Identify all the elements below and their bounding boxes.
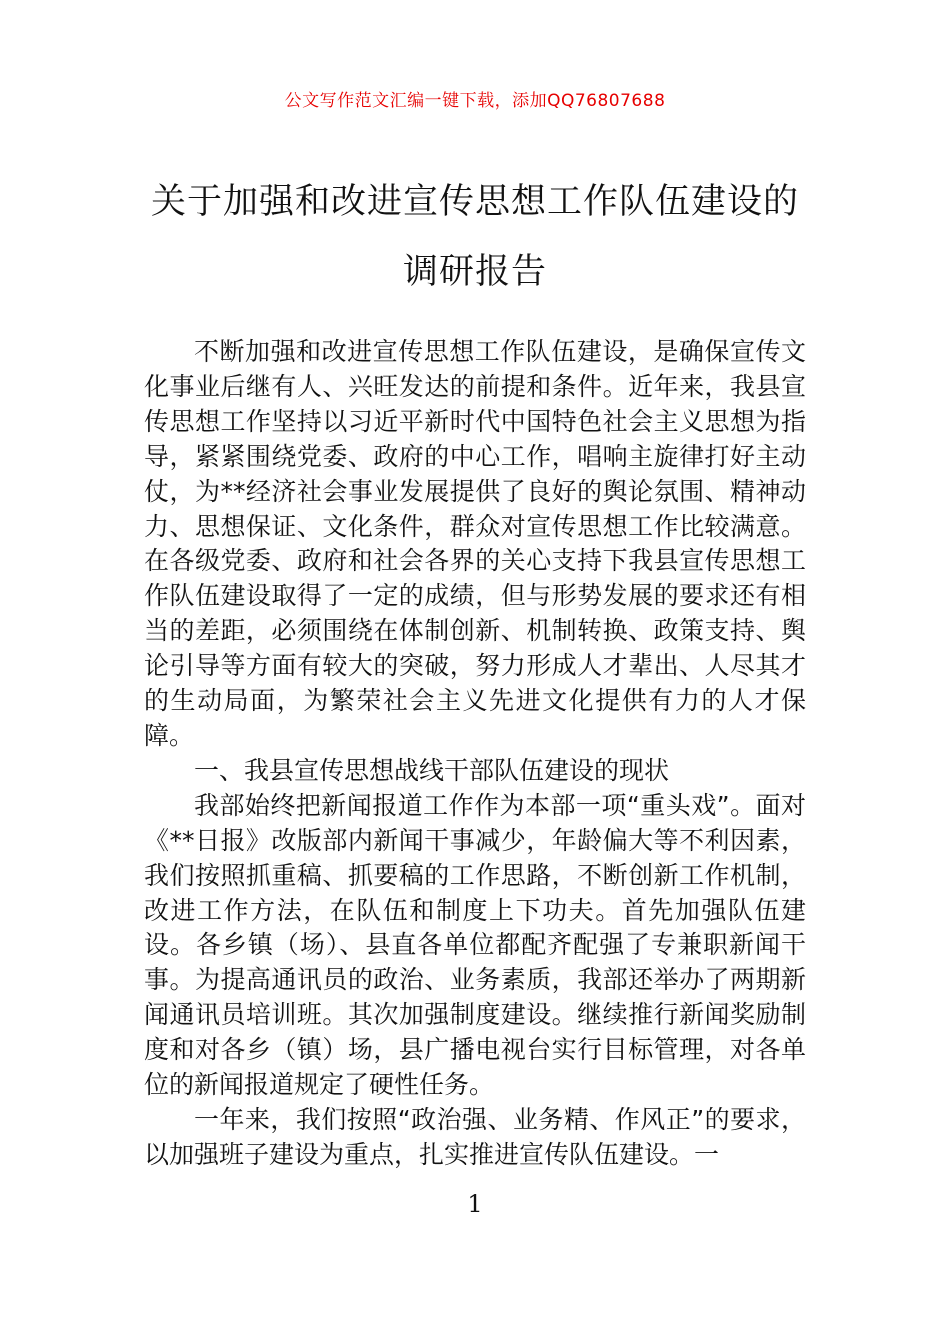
download-notice: 公文写作范文汇编一键下载，添加QQ76807688 <box>284 91 666 111</box>
document-title-line-2: 调研报告 <box>402 252 547 292</box>
paragraph-team-building: 一年来，我们按照“政治强、业务精、作风正”的要求，以加强班子建设为重点，扎实推进宣传队伍建设。一 <box>144 1104 806 1169</box>
document-title-line-1: 关于加强和改进宣传思想工作队伍建设的 <box>150 182 799 222</box>
paragraph-intro: 不断加强和改进宣传思想工作队伍建设，是确保宣传文化事业后继有人、兴旺发达的前提和条件。近年来，我县宣传思想工作坚持以习近平新时代中国特色社会主义思想为指导，紧紧围绕党委、政府的中心工作，唱响主旋律打好主动仗，为**经济社会事业发展提供了良好的舆论氛围、精神动力、思想保证、文化条件，群众对宣传思想工作比较满意。在各级党委、政府和社会各界的关心支持下我县宣传思想工作队伍建设取得了一定的成绩，但与形势发展的要求还有相当的差距，必须围绕在体制创新、机制转换、政策支持、舆论引导等方面有较大的突破，努力形成人才辈出、人尽其才的生动局面，为繁荣社会主义先进文化提供有力的人才保障。 <box>144 337 806 750</box>
paragraph-news-work: 我部始终把新闻报道工作作为本部一项“重头戏”。面对《**日报》改版部内新闻干事减少，年龄偏大等不利因素，我们按照抓重稿、抓要稿的工作思路，不断创新工作机制，改进工作方法，在队伍和制度上下功夫。首先加强队伍建设。各乡镇（场）、县直各单位都配齐配强了专兼职新闻干事。为提高通讯员的政治、业务素质，我部还举办了两期新闻通讯员培训班。其次加强制度建设。继续推行新闻奖励制度和对各乡（镇）场，县广播电视台实行目标管理，对各单位的新闻报道规定了硬性任务。 <box>144 790 806 1100</box>
section-heading-1: 一、我县宣传思想战线干部队伍建设的现状 <box>194 755 670 785</box>
document-body <box>144 335 806 1173</box>
page-number: 1 <box>467 1190 483 1218</box>
